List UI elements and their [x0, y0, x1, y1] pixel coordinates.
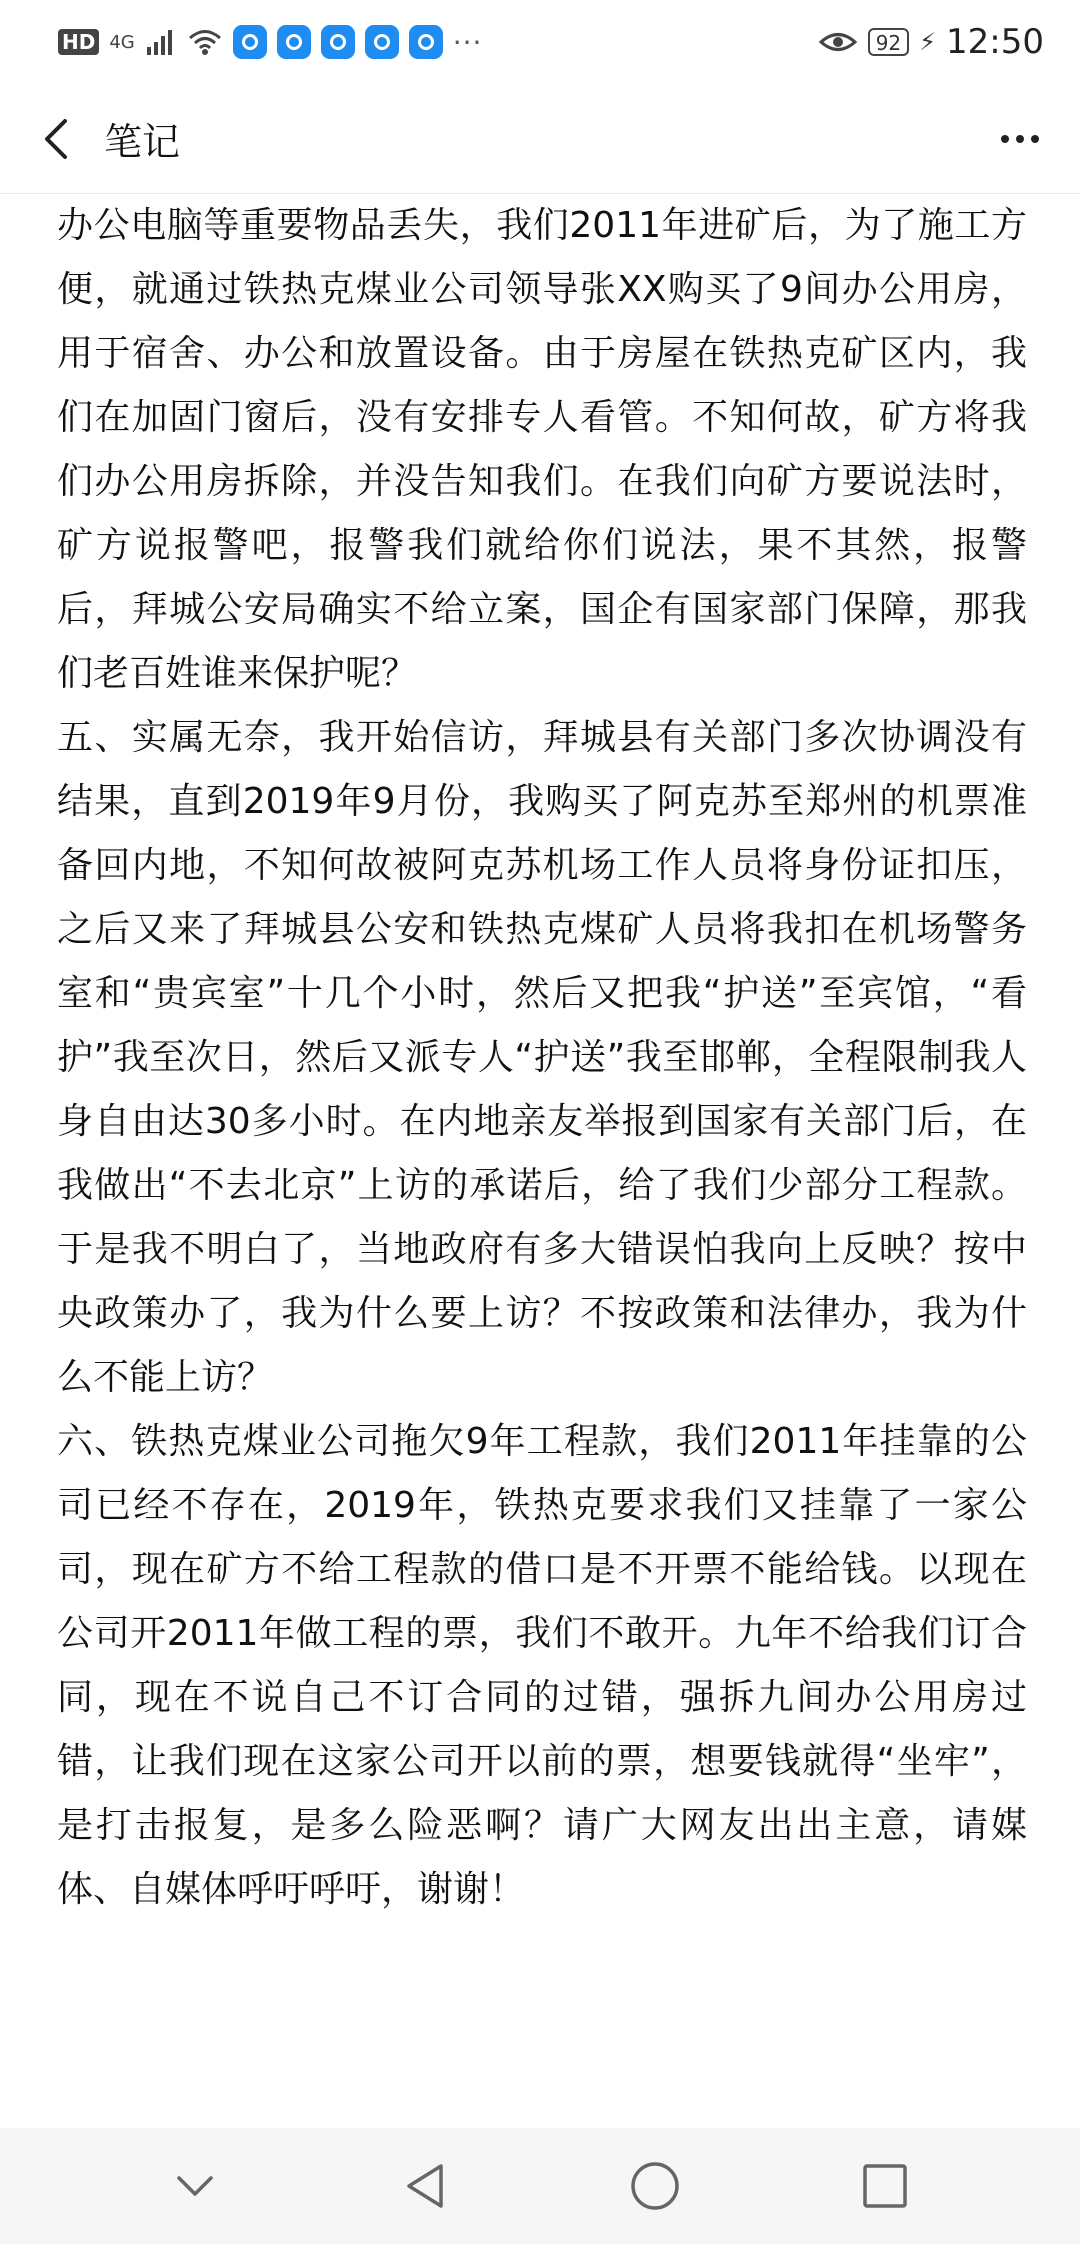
hide-nav-button[interactable]: [150, 2141, 240, 2231]
notification-app-icon: [409, 25, 443, 59]
nav-recent-button[interactable]: [840, 2141, 930, 2231]
circle-home-icon: [629, 2160, 681, 2212]
app-header: [0, 84, 1080, 194]
chevron-left-icon: [41, 117, 71, 161]
status-bar: [0, 0, 1080, 84]
notification-app-icon: [277, 25, 311, 59]
more-dot: [1031, 135, 1039, 143]
note-paragraph: 六、铁热克煤业公司拖欠9年工程款，我们2011年挂靠的公司已经不存在，2019年，铁热克要求我们又挂靠了一家公司，现在矿方不给工程款的借口是不开票不能给钱。以现在公司开2011年做工程的票，我们不敢开。九年不给我们订合同，现在不说自己不订合同的过错，强拆九间办公用房过错，让我们现在这家公司开以前的票，想要钱就得“坐牢”，是打击报复，是多么险恶啊？请广大网友出出主意，请媒体、自媒体呼吁呼吁，谢谢！: [57, 1421, 1027, 1910]
charging-icon: ⚡: [919, 28, 937, 56]
more-dot: [1016, 135, 1024, 143]
note-paragraph: 办公电脑等重要物品丢失，我们2011年进矿后，为了施工方便，就通过铁热克煤业公司领导张XX购买了9间办公用房，用于宿舍、办公和放置设备。由于房屋在铁热克矿区内，我们在加固门窗后，没有安排专人看管。不知何故，矿方将我们办公用房拆除，并没告知我们。在我们向矿方要说法时，矿方说报警吧，报警我们就给你们说法，果不其然，报警后，拜城公安局确实不给立案，国企有国家部门保障，那我们老百姓谁来保护呢？: [57, 205, 1027, 694]
hd-badge: HD: [58, 29, 99, 55]
more-notifications-icon: ···: [452, 25, 483, 59]
page-title: 笔记: [104, 120, 181, 164]
triangle-back-icon: [403, 2162, 447, 2210]
system-nav-bar: [0, 2128, 1080, 2244]
chevron-down-icon: [175, 2174, 215, 2198]
notification-app-icon: [321, 25, 355, 59]
clock: 12:50: [946, 22, 1044, 62]
battery-level: 92: [868, 28, 909, 56]
nav-home-button[interactable]: [610, 2141, 700, 2231]
note-paragraph: 五、实属无奈，我开始信访，拜城县有关部门多次协调没有结果，直到2019年9月份，我购买了阿克苏至郑州的机票准备回内地，不知何故被阿克苏机场工作人员将身份证扣压，之后又来了拜城县公安和铁热克煤矿人员将我扣在机场警务室和“贵宾室”十几个小时，然后又把我“护送”至宾馆，“看护”我至次日，然后又派专人“护送”我至邯郸，全程限制我人身自由达30多小时。在内地亲友举报到国家有关部门后，在我做出“不去北京”上访的承诺后，给了我们少部分工程款。于是我不明白了，当地政府有多大错误怕我向上反映？按中央政策办了，我为什么要上访？不按政策和法律办，我为什么不能上访？: [57, 717, 1027, 1398]
back-button[interactable]: [16, 84, 96, 194]
notification-app-icon: [365, 25, 399, 59]
note-content: [57, 194, 1027, 1922]
wifi-icon: [187, 27, 223, 57]
square-recent-icon: [861, 2162, 909, 2210]
more-dot: [1001, 135, 1009, 143]
more-options-button[interactable]: [990, 109, 1050, 169]
eye-comfort-icon: [818, 27, 858, 57]
network-type: 4G: [109, 31, 135, 53]
signal-icon: [145, 27, 177, 57]
notification-app-icon: [233, 25, 267, 59]
status-right: [818, 22, 1044, 62]
nav-back-button[interactable]: [380, 2141, 470, 2231]
status-left: [58, 25, 482, 59]
